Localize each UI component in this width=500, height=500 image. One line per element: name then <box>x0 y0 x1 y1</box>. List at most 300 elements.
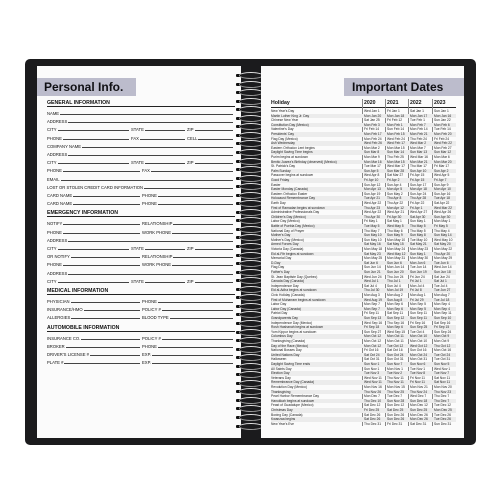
holiday-date: Mon Oct 10 <box>410 334 428 339</box>
holiday-date: Mon Sep 6 <box>387 302 403 307</box>
holiday-date: Mon Feb 7 <box>410 122 426 127</box>
holiday-name: First of Ramadan begins at sundown <box>271 205 325 210</box>
holiday-date: Fri Apr 15 <box>410 178 425 182</box>
field-label: NAME <box>47 111 60 116</box>
holiday-date: Mon May 23 <box>410 247 429 251</box>
holiday-name: Pearl Harbor Remembrance Day <box>271 394 320 399</box>
holiday-name: Good Friday <box>271 178 290 182</box>
holiday-date: Mon Jan 18 <box>387 113 405 118</box>
holiday-date: Sun Sep 10 <box>434 316 452 320</box>
holiday-date: Thu Jul 30 <box>364 288 380 293</box>
form-row <box>47 236 235 243</box>
holiday-date: Wed Apr 21 <box>387 210 405 215</box>
holiday-date: Sun Jun 18 <box>434 270 451 274</box>
holiday-date: Sun Oct 31 <box>387 357 404 362</box>
holiday-date: Mon Aug 7 <box>434 293 450 297</box>
holiday-date: Mon Feb 6 <box>434 122 450 127</box>
holiday-date: Wed Apr 5 <box>434 173 450 178</box>
holiday-date: Mon Nov 16 <box>364 385 382 389</box>
holiday-date: Sat Dec 26 <box>364 412 381 417</box>
holiday-date: Mon Dec 12 <box>410 403 428 408</box>
holiday-date: Thu Nov 26 <box>364 389 382 394</box>
holiday-date: Fri May 5 <box>434 224 448 228</box>
form-row <box>47 350 235 357</box>
holiday-name: Martin Luther King Jr. Day <box>271 113 310 118</box>
holiday-date: Wed May 10 <box>434 237 453 242</box>
holiday-date: Wed Jun 14 <box>434 265 452 270</box>
holiday-date: Thu Nov 11 <box>387 375 404 380</box>
field-label: LOST OR STOLEN CREDIT CARD INFORMATION <box>47 184 144 190</box>
form-row <box>47 134 235 141</box>
holiday-date: Fri Jun 24 <box>410 274 425 279</box>
write-in-field[interactable] <box>47 122 233 123</box>
holiday-date: Mon Aug 1 <box>410 293 426 297</box>
holiday-date: Mon Dec 7 <box>364 394 380 399</box>
holiday-name: Veterans Day <box>271 375 291 380</box>
field-label: CARD NAME <box>47 201 73 207</box>
holiday-date: Sun Sep 11 <box>410 311 427 316</box>
holiday-date: Thu Nov 11 <box>387 380 404 385</box>
holiday-date: Mon May 29 <box>434 256 453 261</box>
form-row <box>47 297 235 304</box>
holiday-date: Sun Sep 11 <box>410 316 427 320</box>
holiday-date: Wed Apr 22 <box>364 210 382 215</box>
form-row <box>47 269 235 276</box>
holiday-date: Thu May 6 <box>387 228 403 233</box>
write-in-field[interactable] <box>47 114 233 115</box>
holiday-date: Sun Nov 6 <box>410 362 426 366</box>
holiday-date: Sat Dec 26 <box>364 417 381 422</box>
field-label: STATE <box>131 160 144 166</box>
field-label: WORK PHONE <box>142 229 172 235</box>
form-row <box>47 166 235 173</box>
form-row <box>47 109 235 116</box>
field-label: ZIP <box>187 278 194 284</box>
holiday-date: Thu Dec 7 <box>434 394 450 399</box>
holiday-name: Mother's Day <box>271 233 291 238</box>
field-label: RELATIONSHIP <box>142 254 173 260</box>
holiday-date: Tue Oct 24 <box>434 352 451 357</box>
holiday-date: Mon Jul 19 <box>387 288 404 293</box>
holiday-date: Mon Mar 20 <box>434 159 452 164</box>
holiday-date: Thu Apr 22 <box>387 201 404 205</box>
holiday-date: Tue Nov 1 <box>410 366 426 371</box>
holiday-date: Sat Sep 11 <box>387 311 404 316</box>
holiday-name: Columbus Day <box>271 334 293 339</box>
holiday-date: Mon Dec 25 <box>434 408 452 412</box>
holiday-date: Sat Jun 24 <box>434 274 450 279</box>
holiday-date: Fri Feb 14 <box>364 127 380 132</box>
holiday-date: Sun Nov 28 <box>387 398 405 403</box>
holiday-date: Mon Oct 24 <box>410 352 428 357</box>
holiday-date: Sun Apr 10 <box>410 168 427 173</box>
holiday-name: United Nations Day <box>271 352 300 357</box>
holiday-date: Tue May 10 <box>410 237 428 242</box>
holiday-date: Thu Dec 31 <box>364 421 382 426</box>
holiday-name: Flag Day (Mexico) <box>271 136 298 141</box>
field-label: STATE <box>131 278 144 284</box>
holiday-date: Sat May 15 <box>387 242 404 247</box>
field-label: PHONE <box>142 299 157 304</box>
field-label: COMPANY NAME <box>47 143 82 149</box>
section-heading-automobile: AUTOMOBILE INFORMATION <box>47 325 235 332</box>
holiday-name: Boxing Day (Canada) <box>271 412 303 417</box>
holiday-name: Palm Sunday <box>271 168 291 173</box>
holiday-name: Purim begins at sundown <box>271 155 309 159</box>
holiday-date: Fri Sep 15 <box>434 325 450 330</box>
holiday-name: Children's Day (Mexico) <box>271 214 306 219</box>
field-label: STATE <box>131 246 144 251</box>
holiday-name: St. Patrick's Day <box>271 164 296 169</box>
holiday-date: Mon Feb 17 <box>364 132 382 136</box>
holiday-date: Sun May 10 <box>364 233 382 238</box>
holiday-name: Presidents' Day <box>271 132 294 136</box>
holiday-date: Mon May 10 <box>387 237 406 242</box>
holiday-date: Sun Sep 12 <box>387 316 405 320</box>
holiday-date: Sat May 21 <box>410 242 427 247</box>
field-label: RELATIONSHIP <box>142 221 173 227</box>
holiday-date: Wed Feb 26 <box>364 141 382 146</box>
field-label: CITY <box>47 127 57 133</box>
personal-info-page <box>37 66 241 438</box>
holiday-name: Eid al-Adha begins at sundown <box>271 288 317 293</box>
holiday-name: Patriot Day <box>271 311 288 316</box>
holiday-date: Sun Jul 4 <box>387 283 401 288</box>
write-in-field[interactable] <box>47 241 233 242</box>
section-heading-medical: MEDICAL INFORMATION <box>47 288 235 295</box>
holiday-name: Battle of Puebla Day (Mexico) <box>271 224 315 228</box>
form-row <box>47 260 235 267</box>
holiday-date: Sat Jun 6 <box>364 260 378 265</box>
holiday-date: Sun Sep 13 <box>364 316 382 320</box>
holiday-date: Sat Dec 25 <box>387 408 404 412</box>
holiday-date: Sun Sep 25 <box>410 325 428 330</box>
holiday-date: Sat Jan 1 <box>410 109 424 113</box>
holiday-date: Fri Nov 11 <box>410 375 425 380</box>
holiday-date: Thu May 7 <box>364 228 380 233</box>
holiday-date: Sat Jul 1 <box>434 279 447 284</box>
form-row <box>47 199 235 206</box>
field-label: POLICY # <box>142 307 161 313</box>
write-in-field[interactable] <box>47 155 233 156</box>
holiday-name: Memorial Day <box>271 256 292 261</box>
holiday-date: Sat Apr 22 <box>434 201 450 205</box>
holiday-date: Fri Apr 7 <box>434 178 447 182</box>
write-in-field[interactable] <box>47 249 129 250</box>
holiday-name: First of Muharram begins at sundown <box>271 297 326 302</box>
holiday-date: Sun Dec 26 <box>387 417 405 422</box>
field-label: PHONE <box>142 343 157 349</box>
holiday-date: Sun Dec 31 <box>434 421 452 426</box>
form-row <box>47 342 235 349</box>
holiday-date: Sun Dec 12 <box>387 403 405 408</box>
holiday-name: Feast of Guadalupe (Mexico) <box>271 403 314 408</box>
holiday-date: Sun Mar 28 <box>387 168 405 173</box>
form-row <box>47 158 235 165</box>
holiday-date: Fri Dec 25 <box>364 408 380 412</box>
column-header-2021: 2021 <box>387 100 399 106</box>
form-row <box>47 191 235 198</box>
holiday-date: Wed Jan 1 <box>364 109 380 113</box>
field-label: PHONE <box>142 201 157 207</box>
holiday-name: Independence Day <box>271 283 299 288</box>
holiday-name: Christmas Day <box>271 408 293 412</box>
field-label: CITY <box>47 278 57 284</box>
holiday-date: Mon May 22 <box>434 247 453 251</box>
holiday-date: Wed Dec 7 <box>410 394 427 399</box>
holiday-date: Sat Oct 24 <box>364 352 380 357</box>
holiday-date: Fri Jul 1 <box>410 279 422 284</box>
holiday-date: Sat May 23 <box>364 251 381 256</box>
holiday-date: Sun Mar 8 <box>364 150 380 155</box>
holiday-date: Thu Apr 8 <box>387 196 402 201</box>
holiday-name: Grandparents Day <box>271 316 298 320</box>
write-in-field[interactable] <box>142 171 233 172</box>
field-label: STATE <box>131 127 144 133</box>
holiday-name: Halloween <box>271 357 287 362</box>
holiday-date: Sat Nov 11 <box>434 375 451 380</box>
holiday-date: Thu Nov 25 <box>387 389 405 394</box>
holiday-date: Mon Oct 31 <box>410 357 428 362</box>
write-in-field[interactable] <box>47 274 233 275</box>
field-label: PHONE <box>47 168 62 174</box>
holiday-date: Wed May 12 <box>387 251 406 256</box>
holiday-date: Mon Sep 11 <box>434 311 452 316</box>
holiday-date: Sun Apr 16 <box>434 191 451 196</box>
holiday-date: Sun Jun 6 <box>387 260 402 265</box>
holiday-date: Wed Oct 12 <box>410 343 428 348</box>
holiday-date: Mon Oct 16 <box>434 348 452 353</box>
holiday-date: Fri Apr 30 <box>387 214 402 219</box>
holiday-date: Sun Apr 24 <box>410 191 427 196</box>
holiday-name: Kwanzaa begins <box>271 417 296 422</box>
column-header-2022: 2022 <box>410 100 422 106</box>
holiday-date: Tue Jun 6 <box>434 260 449 265</box>
holiday-date: Thu Nov 24 <box>410 389 428 394</box>
section-heading-general: GENERAL INFORMATION <box>47 100 235 107</box>
holiday-date: Mon Sep 6 <box>387 306 403 311</box>
field-label: ADDRESS <box>47 119 68 125</box>
holiday-date: Sun Aug 8 <box>387 297 403 302</box>
holiday-date: Fri Feb 12 <box>387 118 403 123</box>
holiday-name: Easter <box>271 182 281 187</box>
holiday-name: Canada Day (Canada) <box>271 279 304 284</box>
holiday-date: Fri Apr 15 <box>410 173 425 178</box>
holiday-name: Ash Wednesday <box>271 141 295 146</box>
holiday-name: Eid al-Fitr begins at sundown <box>271 251 314 256</box>
personal-info-title: Personal Info. <box>44 80 124 94</box>
holiday-date: Mon Apr 13 <box>364 187 381 192</box>
holiday-date: Thu May 5 <box>410 228 426 233</box>
holiday-date: Sun Apr 4 <box>387 182 402 187</box>
column-header-2020: 2020 <box>364 100 376 106</box>
field-label: PHONE <box>47 262 62 268</box>
dates-table-header <box>271 99 456 108</box>
holiday-date: Sun Mar 12 <box>434 150 452 155</box>
holiday-date: Sat Sep 16 <box>434 320 451 325</box>
holiday-date: Sun May 14 <box>434 233 452 238</box>
form-row <box>47 117 235 124</box>
holiday-date: Fri May 1 <box>364 219 378 224</box>
holiday-date: Mon Feb 21 <box>410 132 428 136</box>
form-row <box>47 244 235 251</box>
holiday-name: New Year's Day <box>271 109 295 113</box>
holiday-date: Mon May 25 <box>364 256 383 261</box>
holiday-date: Mon Oct 9 <box>434 334 450 339</box>
holiday-date: Mon Mar 7 <box>410 145 426 150</box>
holiday-date: Thu May 4 <box>434 228 450 233</box>
holiday-date: Fri Jul 8 <box>410 288 422 293</box>
holiday-date: Sat Nov 11 <box>434 380 451 385</box>
holiday-date: Wed Mar 16 <box>410 155 428 159</box>
holiday-date: Sun Apr 17 <box>410 182 427 187</box>
holiday-date: Sun Dec 26 <box>387 412 405 417</box>
holiday-date: Wed Mar 2 <box>410 141 427 146</box>
holiday-date: Tue Apr 21 <box>364 196 381 201</box>
holiday-date: Mon Apr 10 <box>434 187 451 192</box>
holiday-date: Mon Sep 7 <box>364 306 380 311</box>
holiday-date: Mon Feb 3 <box>364 122 380 127</box>
holiday-date: Fri Apr 10 <box>364 178 379 182</box>
important-dates-page <box>261 66 464 438</box>
holiday-date: Fri Jul 29 <box>410 297 424 302</box>
holiday-date: Fri Apr 22 <box>410 201 425 205</box>
holiday-name: St. Jean Baptiste Day (Quebec) <box>271 274 318 279</box>
write-in-field[interactable] <box>47 282 129 283</box>
holiday-date: Mon May 31 <box>387 256 406 261</box>
holiday-date: Mon Nov 15 <box>387 385 405 389</box>
field-label: DRIVER'S LICENSE # <box>47 352 89 357</box>
holiday-date: Sat Dec 31 <box>410 421 427 426</box>
holiday-date: Mon Mar 9 <box>364 155 380 159</box>
holiday-date: Sun Nov 7 <box>387 362 403 366</box>
holiday-date: Tue Feb 14 <box>434 127 451 132</box>
holiday-name: Labor Day (Canada) <box>271 306 301 311</box>
form-row <box>47 175 235 182</box>
holiday-date: Sun Mar 13 <box>410 150 428 155</box>
holiday-date: Tue Dec 26 <box>434 412 451 417</box>
holiday-name: Father's Day <box>271 270 290 274</box>
holiday-date: Sun Jun 19 <box>410 270 427 274</box>
holiday-date: Sun Dec 18 <box>410 398 428 403</box>
field-label: FAX <box>131 135 139 141</box>
holiday-name: Thanksgiving <box>271 389 291 394</box>
holiday-name: National Bosses Day <box>271 348 302 353</box>
holiday-date: Wed Feb 22 <box>434 141 452 146</box>
holiday-date: Fri Oct 16 <box>364 348 379 353</box>
column-header-holiday: Holiday <box>271 100 290 106</box>
write-in-field[interactable] <box>47 163 129 164</box>
holiday-date: Sun May 9 <box>387 233 403 238</box>
holiday-date: Mon Jul 4 <box>410 283 425 288</box>
form-row <box>47 125 235 132</box>
holiday-date: Sun Dec 25 <box>410 408 428 412</box>
holiday-date: Thu Dec 7 <box>434 398 450 403</box>
holiday-date: Sun Jan 22 <box>434 118 451 123</box>
form-row <box>47 183 235 190</box>
holiday-date: Tue Mar 17 <box>364 164 381 169</box>
holiday-name: Valentine's Day <box>271 127 294 132</box>
holiday-date: Sun Apr 2 <box>434 168 449 173</box>
holiday-name: All Saints Day <box>271 366 292 371</box>
holiday-date: Sun May 2 <box>387 191 403 196</box>
holiday-date: Mon Mar 16 <box>364 159 382 164</box>
holiday-date: Tue Dec 26 <box>434 417 451 422</box>
holiday-date: Tue Jun 27 <box>434 288 451 293</box>
holiday-date: Mon Nov 1 <box>387 366 403 371</box>
holiday-date: Mon Sep 4 <box>434 306 450 311</box>
holiday-date: Tue Feb 1 <box>410 118 425 123</box>
field-label: PHONE <box>47 135 62 141</box>
holiday-date: Thu Sep 16 <box>387 320 405 325</box>
holiday-date: Fri Apr 2 <box>387 178 400 182</box>
holiday-name: D-Day <box>271 260 281 265</box>
holiday-date: Fri Dec 31 <box>387 421 403 426</box>
holiday-date: Mon Feb 14 <box>410 127 428 132</box>
holiday-date: Tue Jul 4 <box>434 283 448 288</box>
holiday-date: Sun Jun 20 <box>387 270 404 274</box>
field-label: ZIP <box>187 246 194 251</box>
holiday-date: Wed Feb 17 <box>387 141 405 146</box>
holiday-date: Wed Nov 1 <box>434 366 451 371</box>
holiday-date: Sun May 10 <box>364 237 382 242</box>
holiday-date: Thu Jul 1 <box>387 279 401 284</box>
holiday-date: Tue Dec 7 <box>387 394 403 399</box>
holiday-date: Mon May 24 <box>387 247 406 251</box>
holiday-name: Remembrance Day (Canada) <box>271 380 315 385</box>
holiday-date: Fri Jan 1 <box>387 109 400 113</box>
holiday-date: Tue Nov 3 <box>364 371 380 376</box>
holiday-name: Daylight Saving Time ends <box>271 362 311 366</box>
holiday-date: Sat Mar 27 <box>387 173 404 178</box>
holiday-date: Mon Oct 12 <box>364 343 382 348</box>
holiday-date: Fri Sep 16 <box>410 320 426 325</box>
field-label: ZIP <box>187 160 194 166</box>
form-row <box>47 305 235 312</box>
holiday-date: Thu Apr 20 <box>434 251 451 256</box>
field-label: ALLERGIES <box>47 315 71 321</box>
holiday-date: Mon Oct 11 <box>387 339 404 343</box>
holiday-date: Mon Oct 12 <box>364 334 382 339</box>
write-in-field[interactable] <box>47 180 233 181</box>
holiday-date: Fri Apr 1 <box>410 205 423 210</box>
holiday-date: Sun Apr 9 <box>434 182 449 187</box>
holiday-date: Sun Oct 16 <box>410 348 427 353</box>
form-row <box>47 358 235 365</box>
holiday-date: Sun Apr 12 <box>364 182 381 187</box>
holiday-date: Mon Mar 6 <box>434 155 450 159</box>
field-label: WORK PHONE <box>142 262 172 268</box>
holiday-date: Wed Mar 22 <box>434 205 452 210</box>
holiday-name: Independence Day (Mexico) <box>271 320 313 325</box>
holiday-date: Mon Sep 6 <box>387 325 403 330</box>
holiday-date: Fri Mar 17 <box>434 164 450 169</box>
field-label: OR NOTIFY <box>47 254 70 260</box>
write-in-field[interactable] <box>47 130 129 131</box>
holiday-date: Sat Oct 16 <box>387 348 403 353</box>
holiday-name: Constitution Day (Mexico) <box>271 122 309 127</box>
holiday-date: Mon Jan 17 <box>410 113 428 118</box>
write-in-field[interactable] <box>142 355 233 356</box>
holiday-date: Mon Feb 27 <box>434 145 452 150</box>
holiday-name: Holocaust Remembrance Day <box>271 196 315 201</box>
write-in-field[interactable] <box>142 363 233 364</box>
holiday-date: Wed Nov 11 <box>364 380 382 385</box>
form-row <box>47 142 235 149</box>
important-dates-title: Important Dates <box>352 80 444 94</box>
holiday-date: Thu May 5 <box>410 224 426 228</box>
holiday-name: Eastern Orthodox Lent begins <box>271 145 315 150</box>
